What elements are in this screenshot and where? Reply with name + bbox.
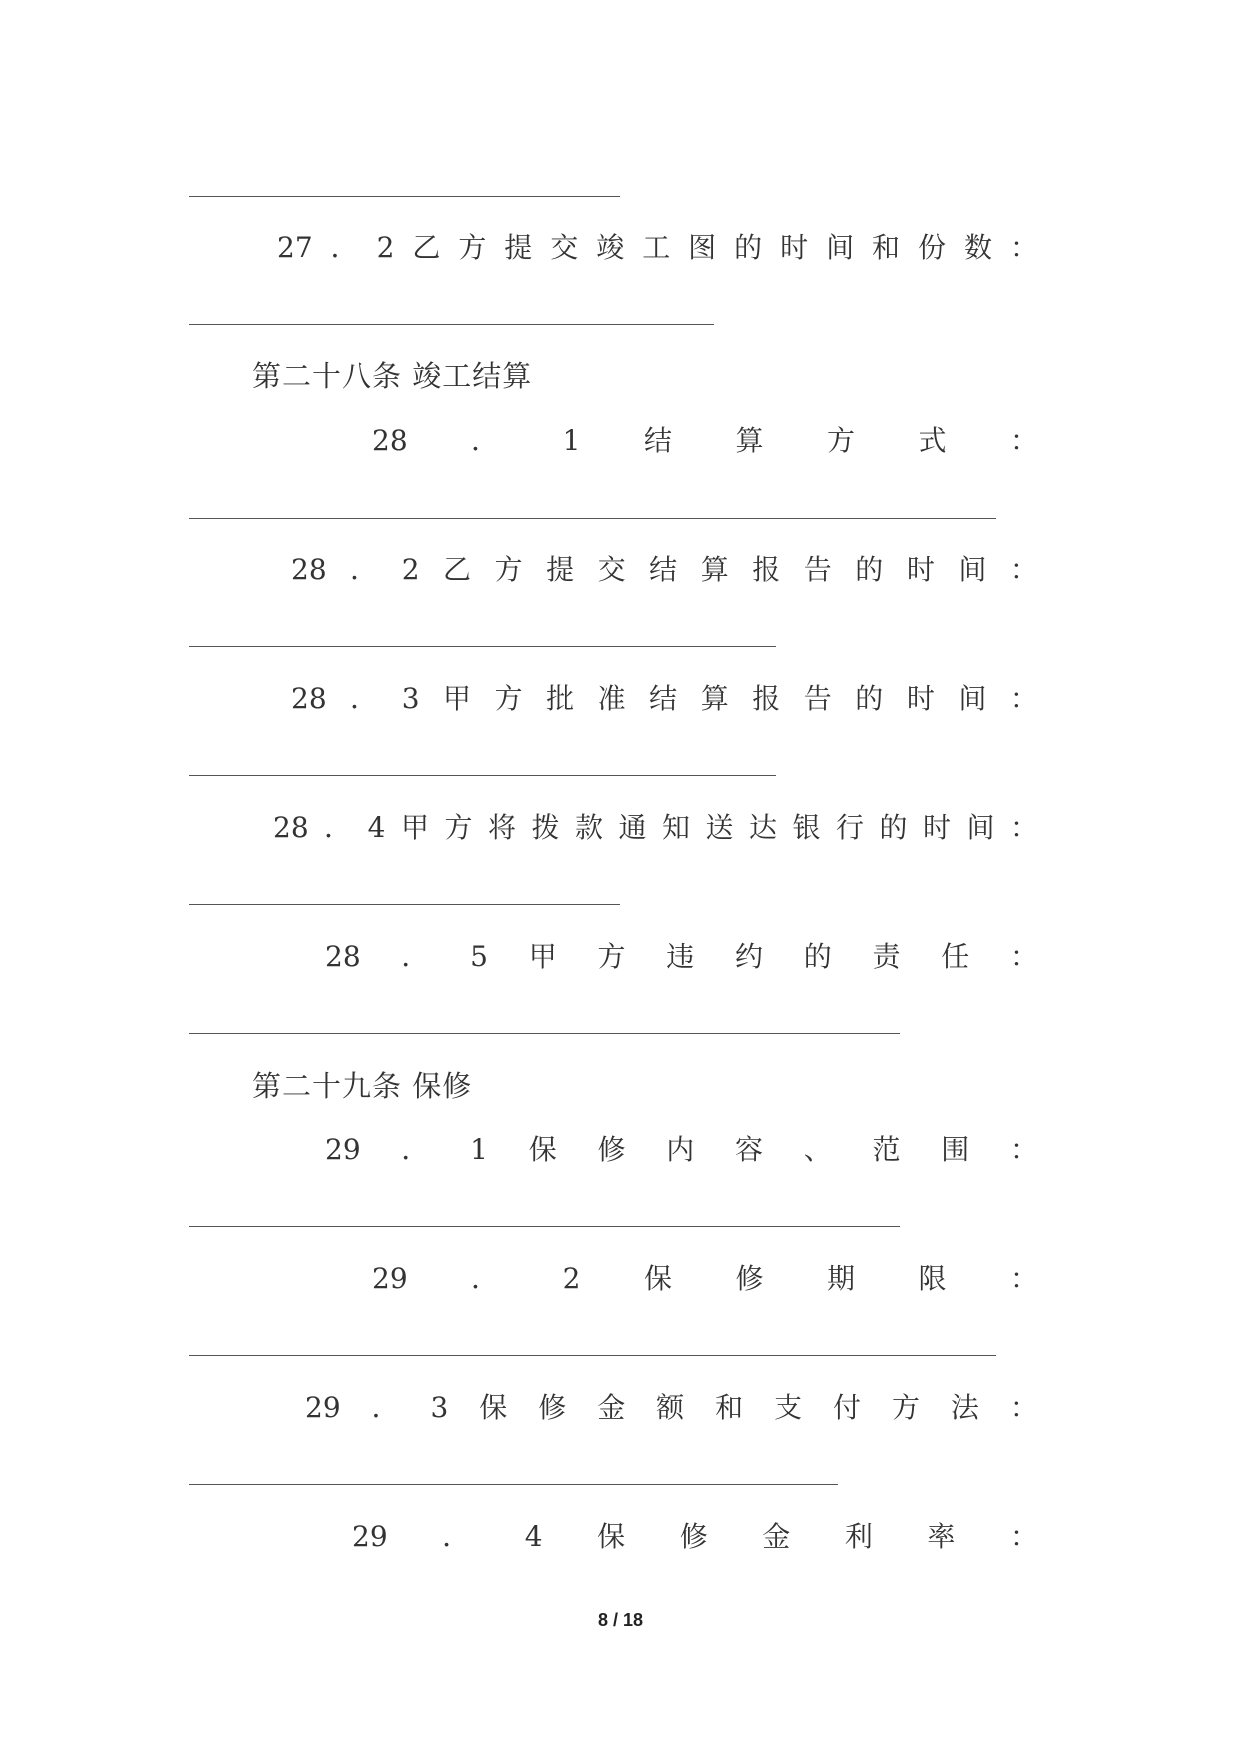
clause-char: 支 (774, 1391, 803, 1424)
clause-subnumber: 4 (367, 811, 386, 844)
clause-number: 28 (291, 553, 327, 586)
clause-subnumber: 5 (470, 940, 488, 973)
clause-number: 27 (277, 231, 313, 264)
fill-in-line (189, 904, 620, 905)
clause-dot: ． (401, 940, 430, 973)
clause-char: 保 (597, 1520, 626, 1553)
clause-char: 约 (734, 940, 763, 973)
clause-char: 算 (700, 553, 729, 586)
clause-char: 修 (538, 1391, 567, 1424)
clause-char: 报 (752, 682, 781, 715)
clause-line (372, 1259, 1038, 1299)
fill-in-line (189, 1355, 996, 1356)
fill-in-line (189, 1033, 900, 1034)
clause-dot: ． (330, 231, 359, 264)
clause-char: 额 (656, 1391, 685, 1424)
clause-number: 28 (291, 682, 327, 715)
clause-char: 方 (597, 940, 626, 973)
article-heading (252, 1066, 472, 1106)
clause-char: 的 (734, 231, 763, 264)
fill-in-line (189, 1226, 900, 1227)
clause-char: 的 (855, 553, 884, 586)
clause-char: 数 (963, 231, 992, 264)
clause-char: 行 (835, 811, 864, 844)
clause-number: 29 (352, 1520, 388, 1553)
clause-char: 保 (528, 1133, 557, 1166)
clause-char: 期 (826, 1262, 855, 1295)
clause-number: 28 (273, 811, 309, 844)
clause-char: 告 (803, 682, 832, 715)
clause-char: 间 (826, 231, 855, 264)
clause-colon: ： (1009, 1133, 1038, 1166)
clause-dot: ． (442, 1520, 471, 1553)
clause-line (325, 1130, 1038, 1170)
clause-char: 银 (792, 811, 821, 844)
clause-char: 修 (679, 1520, 708, 1553)
clause-char: 算 (700, 682, 729, 715)
clause-colon: ： (1009, 940, 1038, 973)
clause-number: 29 (325, 1133, 361, 1166)
clause-number: 28 (325, 940, 361, 973)
clause-colon: ： (1009, 811, 1038, 844)
clause-subnumber: 1 (562, 424, 581, 457)
clause-char: 知 (661, 811, 690, 844)
clause-char: 提 (546, 553, 575, 586)
clause-char: 违 (666, 940, 695, 973)
clause-char: 金 (597, 1391, 626, 1424)
clause-number: 29 (305, 1391, 341, 1424)
clause-char: 的 (855, 682, 884, 715)
clause-char: 算 (735, 424, 764, 457)
clause-char: 修 (597, 1133, 626, 1166)
clause-colon: ： (1009, 682, 1038, 715)
clause-char: 修 (735, 1262, 764, 1295)
page-number (0, 1610, 1241, 1631)
clause-line (372, 421, 1038, 461)
clause-char: 结 (649, 553, 678, 586)
clause-char: 工 (642, 231, 671, 264)
clause-char: 甲 (528, 940, 557, 973)
clause-char: 告 (803, 553, 832, 586)
clause-subnumber: 2 (376, 231, 395, 264)
clause-char: 乙 (443, 553, 472, 586)
clause-char: 时 (906, 682, 935, 715)
clause-line (325, 937, 1038, 977)
article-heading (252, 356, 532, 396)
clause-char: 范 (872, 1133, 901, 1166)
clause-char: 和 (872, 231, 901, 264)
clause-char: 责 (872, 940, 901, 973)
clause-line (305, 1388, 1038, 1428)
clause-subnumber: 1 (470, 1133, 488, 1166)
clause-char: 结 (643, 424, 672, 457)
clause-dot: ． (350, 553, 379, 586)
clause-char: 竣 (596, 231, 625, 264)
clause-char: 法 (950, 1391, 979, 1424)
clause-line (352, 1517, 1038, 1557)
clause-char: 间 (958, 682, 987, 715)
clause-char: 方 (458, 231, 487, 264)
clause-char: 方 (826, 424, 855, 457)
clause-subnumber: 3 (430, 1391, 449, 1424)
clause-char: 率 (927, 1520, 956, 1553)
clause-char: 方 (494, 553, 523, 586)
clause-char: 保 (643, 1262, 672, 1295)
clause-char: 、 (803, 1133, 832, 1166)
clause-char: 间 (966, 811, 995, 844)
clause-dot: ． (471, 1262, 500, 1295)
clause-char: 利 (844, 1520, 873, 1553)
clause-dot: ． (471, 424, 500, 457)
article-heading-text: 第二十八条 竣工结算 (252, 359, 533, 393)
fill-in-line (189, 775, 776, 776)
clause-char: 通 (618, 811, 647, 844)
clause-char: 图 (688, 231, 717, 264)
fill-in-line (189, 518, 996, 519)
clause-subnumber: 2 (401, 553, 420, 586)
clause-char: 报 (752, 553, 781, 586)
clause-char: 方 (444, 811, 473, 844)
clause-char: 甲 (443, 682, 472, 715)
fill-in-line (189, 1484, 838, 1485)
clause-char: 提 (504, 231, 533, 264)
clause-dot: ． (324, 811, 353, 844)
clause-char: 任 (941, 940, 970, 973)
fill-in-line (189, 646, 776, 647)
clause-dot: ． (371, 1391, 400, 1424)
clause-char: 保 (479, 1391, 508, 1424)
clause-subnumber: 2 (562, 1262, 581, 1295)
clause-char: 交 (550, 231, 579, 264)
clause-dot: ． (401, 1133, 430, 1166)
clause-colon: ： (1009, 1262, 1038, 1295)
fill-in-line (189, 196, 620, 197)
clause-char: 甲 (400, 811, 429, 844)
clause-char: 准 (597, 682, 626, 715)
clause-char: 间 (958, 553, 987, 586)
clause-char: 拨 (531, 811, 560, 844)
clause-dot: ． (350, 682, 379, 715)
clause-char: 的 (803, 940, 832, 973)
clause-char: 围 (941, 1133, 970, 1166)
clause-colon: ： (1009, 231, 1038, 264)
clause-colon: ： (1009, 1391, 1038, 1424)
clause-char: 方 (494, 682, 523, 715)
clause-char: 容 (734, 1133, 763, 1166)
clause-subnumber: 3 (401, 682, 420, 715)
clause-colon: ： (1009, 1520, 1038, 1553)
clause-char: 和 (715, 1391, 744, 1424)
clause-char: 时 (780, 231, 809, 264)
clause-number: 29 (372, 1262, 408, 1295)
clause-number: 28 (372, 424, 408, 457)
clause-colon: ： (1009, 424, 1038, 457)
clause-line (291, 550, 1038, 590)
clause-char: 金 (762, 1520, 791, 1553)
clause-char: 时 (906, 553, 935, 586)
clause-char: 式 (918, 424, 947, 457)
clause-char: 的 (879, 811, 908, 844)
clause-char: 份 (918, 231, 947, 264)
clause-line (277, 228, 1038, 268)
clause-char: 批 (546, 682, 575, 715)
clause-char: 款 (574, 811, 603, 844)
clause-char: 限 (918, 1262, 947, 1295)
clause-char: 付 (833, 1391, 862, 1424)
article-heading-text: 第二十九条 保修 (252, 1069, 473, 1103)
clause-line (273, 808, 1038, 848)
fill-in-line (189, 324, 714, 325)
clause-char: 结 (649, 682, 678, 715)
clause-char: 方 (891, 1391, 920, 1424)
clause-char: 将 (487, 811, 516, 844)
clause-line (291, 679, 1038, 719)
clause-subnumber: 4 (524, 1520, 543, 1553)
page-indicator: 8 / 18 (597, 1610, 644, 1630)
clause-colon: ： (1009, 553, 1038, 586)
clause-char: 时 (922, 811, 951, 844)
clause-char: 乙 (412, 231, 441, 264)
clause-char: 交 (597, 553, 626, 586)
clause-char: 内 (666, 1133, 695, 1166)
clause-char: 达 (748, 811, 777, 844)
clause-char: 送 (705, 811, 734, 844)
